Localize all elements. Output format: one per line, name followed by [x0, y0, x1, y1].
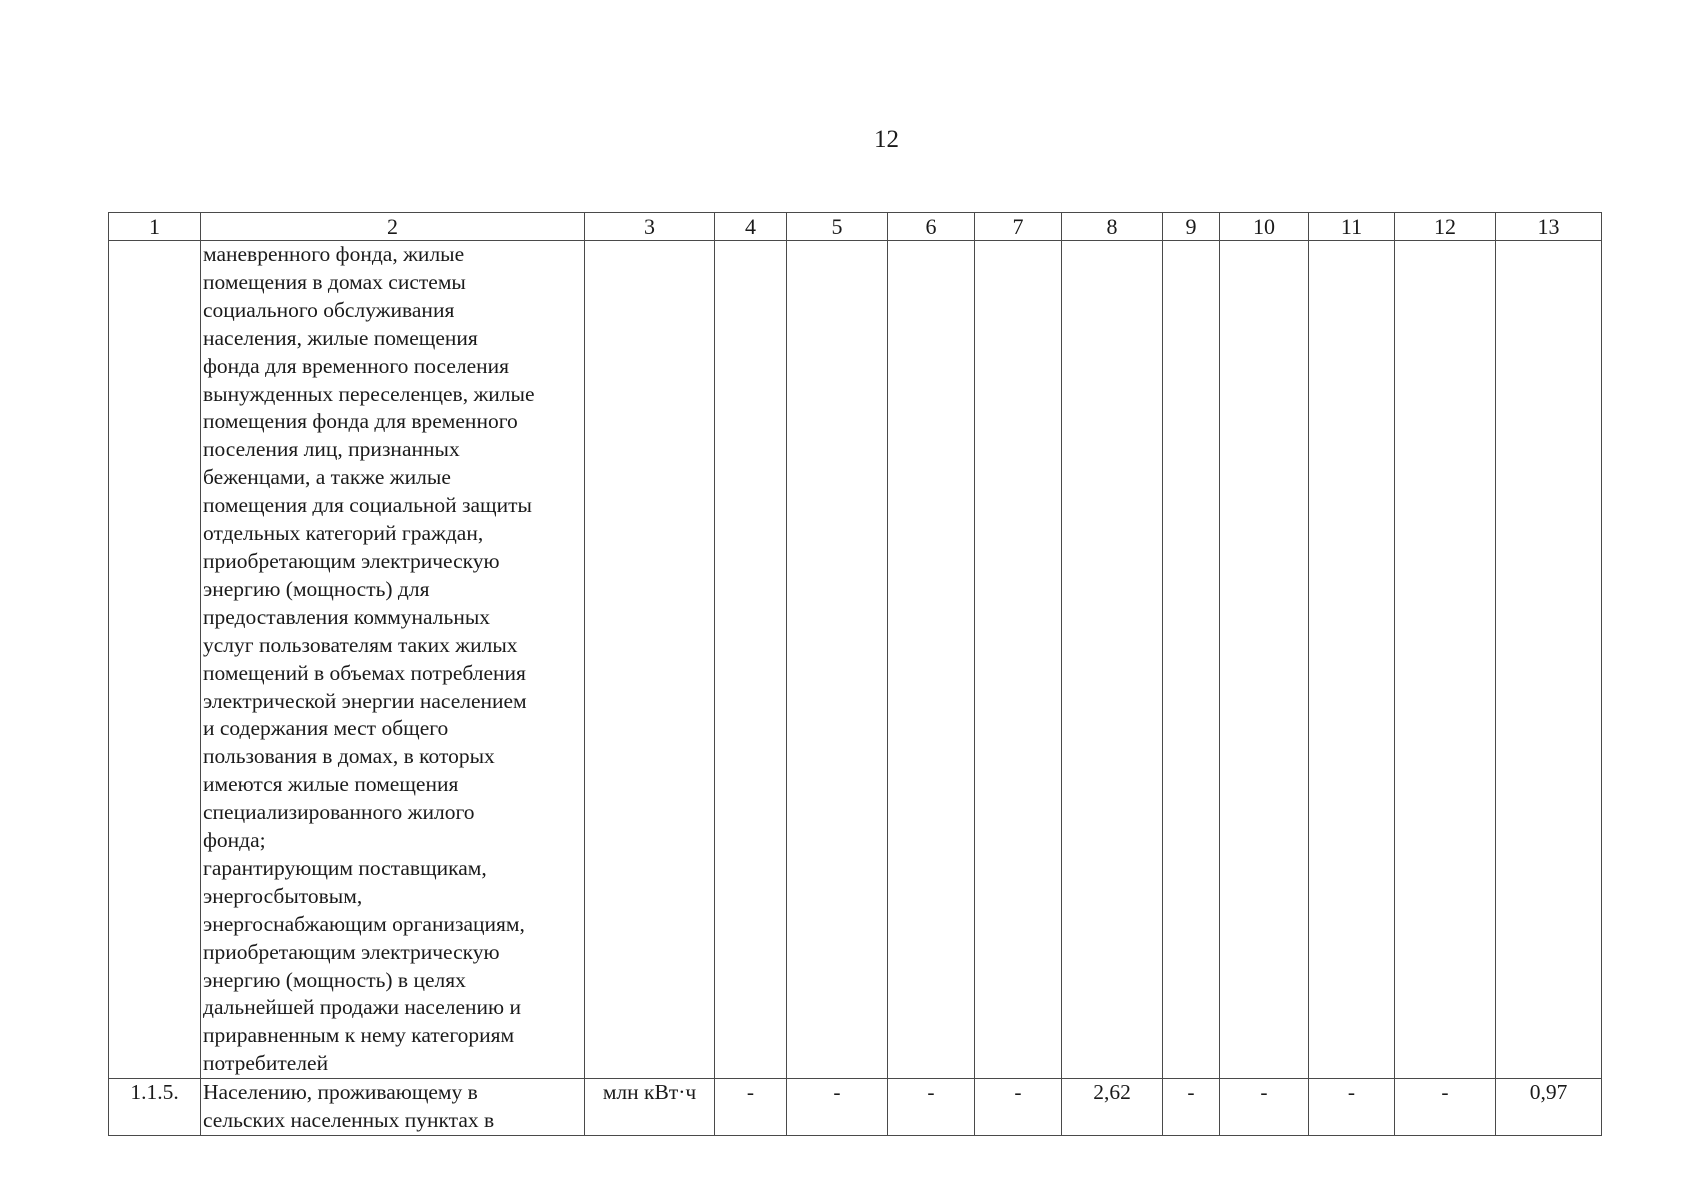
- header-row: [109, 213, 1602, 241]
- page-number: 12: [874, 126, 899, 153]
- value-cell: -: [1163, 1079, 1220, 1136]
- value-cell: -: [1395, 1079, 1496, 1136]
- unit-cell: [585, 241, 715, 1079]
- column-header: 13: [1496, 213, 1602, 241]
- column-header: 12: [1395, 213, 1496, 241]
- value-cell: -: [715, 1079, 787, 1136]
- value-cell: -: [975, 1079, 1062, 1136]
- column-header: 4: [715, 213, 787, 241]
- value-cell: [1395, 241, 1496, 1079]
- value-cell: 0,97: [1496, 1079, 1602, 1136]
- unit-cell: млн кВт·ч: [585, 1079, 715, 1136]
- value-cell: [1496, 241, 1602, 1079]
- column-header: 9: [1163, 213, 1220, 241]
- value-cell: [1220, 241, 1309, 1079]
- data-table: [108, 212, 1602, 1136]
- column-header: 1: [109, 213, 201, 241]
- row-code-cell: [109, 241, 201, 1079]
- value-cell: -: [888, 1079, 975, 1136]
- value-cell: [975, 241, 1062, 1079]
- value-cell: [787, 241, 888, 1079]
- column-header: 10: [1220, 213, 1309, 241]
- value-cell: [715, 241, 787, 1079]
- value-cell: [1062, 241, 1163, 1079]
- column-header: 7: [975, 213, 1062, 241]
- column-header: 6: [888, 213, 975, 241]
- value-cell: 2,62: [1062, 1079, 1163, 1136]
- row-description-cell: Населению, проживающему в сельских населенных пунктах в: [201, 1079, 585, 1136]
- value-cell: -: [787, 1079, 888, 1136]
- column-header: 11: [1309, 213, 1395, 241]
- value-cell: -: [1309, 1079, 1395, 1136]
- row-code-cell: 1.1.5.: [109, 1079, 201, 1136]
- column-header: 5: [787, 213, 888, 241]
- table-row: [109, 1079, 1602, 1136]
- value-cell: [1309, 241, 1395, 1079]
- row-description-cell: маневренного фонда, жилые помещения в домах системы социального обслуживания населения, жилые помещения фонда для временного поселения вынужденных переселенцев, жилые помещения фонда для временного поселения лиц, признанных беженцами, а также жилые помещения для социальной защиты отдельных категорий граждан, приобретающим электрическую энергию (мощность) для предоставления коммунальных услуг пользователям таких жилых помещений в объемах потребления электрической энергии населением и содержания мест общего пользования в домах, в которых имеются жилые помещения специализированного жилого фонда; гарантирующим поставщикам, энергосбытовым, энергоснабжающим организациям, приобретающим электрическую энергию (мощность) в целях дальнейшей продажи населению и приравненным к нему категориям потребителей: [201, 241, 585, 1079]
- value-cell: [888, 241, 975, 1079]
- value-cell: -: [1220, 1079, 1309, 1136]
- column-header: 8: [1062, 213, 1163, 241]
- table-row: [109, 241, 1602, 1079]
- value-cell: [1163, 241, 1220, 1079]
- column-header: 2: [201, 213, 585, 241]
- column-header: 3: [585, 213, 715, 241]
